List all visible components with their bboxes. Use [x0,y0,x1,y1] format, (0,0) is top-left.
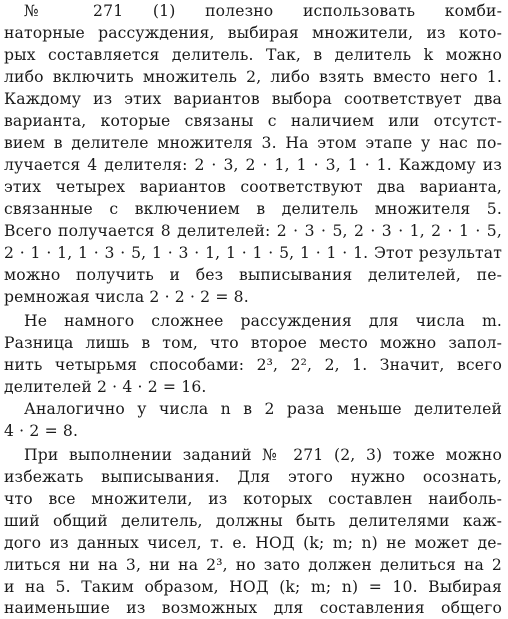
text-line: Всего получается 8 делителей: 2 · 3 · 5, 2 · 3 · 1, 2 · 1 · 5, [4,222,502,240]
text-line: варианта, которые связаны с наличием или отсутст- [4,112,502,130]
text-line: связанные с включением в делитель множителя 5. [4,200,502,218]
text-line: ремножая числа 2 · 2 · 2 = 8. [4,288,249,306]
text-line: Каждому из этих вариантов выбора соответствует два [4,90,502,108]
text-line: Разница лишь в том, что второе место можно запол- [4,334,502,352]
text-line: № 271 (1) полезно использовать комби- [24,2,502,20]
text-line: рых составляется делитель. Так, в делитель k можно [4,46,502,64]
text-line: либо включить множитель 2, либо взять вместо него 1. [4,68,502,86]
text-line: наименьшие из возможных для составления общего [4,599,502,617]
text-line: наторные рассуждения, выбирая множители, из кото- [4,24,502,42]
text-line: литься ни на 3, ни на 2³, но зато должен делиться на 2 [4,556,502,574]
text-line: лучается 4 делителя: 2 · 3, 2 · 1, 1 · 3, 1 · 1. Каждому из [4,156,502,174]
text-line: делителей 2 · 4 · 2 = 16. [4,378,207,396]
text-line: нить четырьмя способами: 2³, 2², 2, 1. Значит, всего [4,356,502,374]
text-line: При выполнении заданий № 271 (2, 3) тоже можно [24,446,502,464]
text-line: что все множители, из которых составлен наиболь- [4,490,502,508]
text-line: Аналогично у числа n в 2 раза меньше делителей [24,400,502,418]
text-line: 2 · 1 · 1, 1 · 3 · 5, 1 · 3 · 1, 1 · 1 · 5, 1 · 1 · 1. Этот результат [4,244,502,262]
text-line: можно получить и без выписывания делителей, пе- [4,266,502,284]
text-line: дого из данных чисел, т. е. НОД (k; m; n) не может де- [4,534,502,552]
text-line: 4 · 2 = 8. [4,422,79,440]
text-line: Не намного сложнее рассуждения для числа m. [24,312,502,330]
text-line: вием в делителе множителя 3. На этом этапе у нас по- [4,134,502,152]
text-line: этих четырех вариантов соответствуют два варианта, [4,178,502,196]
text-line: и на 5. Таким образом, НОД (k; m; n) = 10. Выбирая [4,578,502,596]
text-line: ший общий делитель, должны быть делителями каж- [4,512,502,530]
text-line: избежать выписывания. Для этого нужно осознать, [4,468,502,486]
